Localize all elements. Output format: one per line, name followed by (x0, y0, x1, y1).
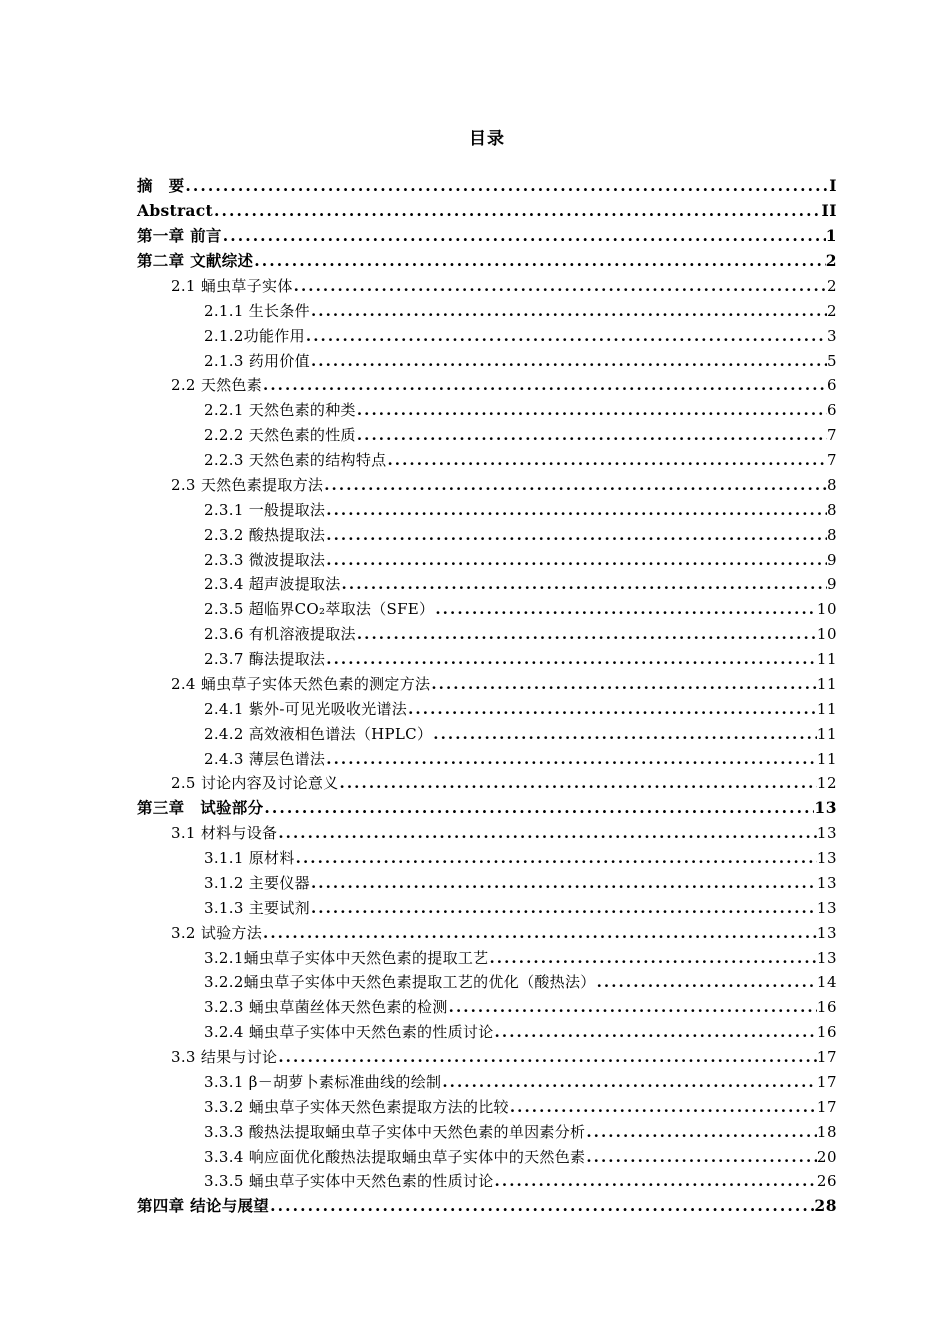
toc-entry-label: 2.1.3 药用价值 (204, 351, 310, 370)
toc-dot-leader (341, 574, 827, 594)
toc-entry-label: 3.3.4 响应面优化酸热法提取蛹虫草子实体中的天然色素 (204, 1147, 586, 1166)
toc-entry-page-number: 13 (816, 849, 837, 868)
toc-entry[interactable] (0, 1119, 950, 1144)
toc-entry-label: 2.4.2 高效液相色谱法（HPLC） (204, 724, 433, 743)
toc-dot-leader (262, 375, 827, 395)
toc-entry-page-number: 13 (816, 948, 837, 967)
toc-entry-page-number: 17 (816, 1072, 837, 1091)
toc-entry-label: 摘 要 (137, 176, 185, 196)
toc-entry-page-number: 7 (826, 426, 837, 445)
toc-dot-leader (295, 848, 817, 868)
toc-entry[interactable] (0, 497, 950, 522)
toc-entry-page-number: I (829, 176, 837, 196)
toc-entry[interactable] (0, 572, 950, 597)
toc-entry[interactable] (0, 373, 950, 398)
toc-entry-label: 第二章 文献综述 (137, 251, 254, 271)
toc-entry-page-number: 13 (816, 873, 837, 892)
toc-entry-label: 3.3.5 蛹虫草子实体中天然色素的性质讨论 (204, 1172, 494, 1191)
toc-dot-leader (262, 923, 817, 943)
toc-dot-leader (277, 1047, 817, 1067)
toc-entry-page-number: 28 (814, 1196, 837, 1216)
toc-dot-leader (430, 674, 817, 694)
toc-dot-leader (448, 997, 817, 1017)
toc-entry[interactable] (0, 721, 950, 746)
toc-dot-leader (434, 599, 817, 619)
toc-entry[interactable] (0, 771, 950, 796)
toc-entry-label: 2.3.7 酶法提取法 (204, 650, 326, 669)
toc-dot-leader (488, 948, 816, 968)
toc-entry-page-number: 10 (816, 600, 837, 619)
toc-entry-page-number: 5 (826, 351, 837, 370)
toc-entry-label: 3.2.1蛹虫草子实体中天然色素的提取工艺 (204, 948, 489, 967)
toc-dot-leader (269, 1196, 814, 1216)
toc-entry-label: 3.3 结果与讨论 (171, 1048, 278, 1067)
toc-entry[interactable] (0, 871, 950, 896)
toc-entry[interactable] (0, 622, 950, 647)
toc-entry-page-number: 11 (816, 674, 837, 693)
toc-entry-page-number: 11 (816, 650, 837, 669)
toc-entry-label: 2.3.6 有机溶液提取法 (204, 625, 356, 644)
toc-entry[interactable] (0, 1094, 950, 1119)
toc-entry[interactable] (0, 547, 950, 572)
toc-entry-page-number: 8 (826, 475, 837, 494)
toc-entry-label: 2.2.2 天然色素的性质 (204, 426, 356, 445)
toc-entry-label: 2.3.1 一般提取法 (204, 500, 326, 519)
toc-entry[interactable] (0, 473, 950, 498)
toc-entry[interactable] (0, 995, 950, 1020)
toc-entry[interactable] (0, 199, 950, 224)
toc-dot-leader (509, 1097, 817, 1117)
toc-dot-leader (325, 500, 827, 520)
toc-entry-label: 2.1.2功能作用 (204, 326, 305, 345)
toc-entry[interactable] (0, 174, 950, 199)
toc-entry-page-number: 11 (816, 724, 837, 743)
toc-entry-page-number: 11 (816, 699, 837, 718)
toc-dot-leader (253, 251, 825, 271)
toc-entry[interactable] (0, 846, 950, 871)
toc-dot-leader (585, 1122, 817, 1142)
toc-dot-leader (596, 972, 817, 992)
toc-entry[interactable] (0, 647, 950, 672)
toc-dot-leader (323, 475, 827, 495)
toc-entry-label: 2.4.1 紫外-可见光吸收光谱法 (204, 699, 408, 718)
toc-entry-page-number: 6 (826, 401, 837, 420)
toc-entry[interactable] (0, 672, 950, 697)
toc-entry[interactable] (0, 448, 950, 473)
toc-entry[interactable] (0, 423, 950, 448)
toc-entry-label: 3.2.4 蛹虫草子实体中天然色素的性质讨论 (204, 1023, 494, 1042)
toc-entry-page-number: 2 (826, 301, 837, 320)
toc-entry-label: 2.5 讨论内容及讨论意义 (171, 774, 339, 793)
toc-dot-leader (305, 326, 827, 346)
toc-entry-page-number: 17 (816, 1097, 837, 1116)
toc-entry[interactable] (0, 895, 950, 920)
toc-dot-leader (325, 649, 817, 669)
toc-entry-label: 3.1 材料与设备 (171, 824, 278, 843)
toc-entry[interactable] (0, 746, 950, 771)
toc-entry[interactable] (0, 945, 950, 970)
toc-entry-label: 3.2.2蛹虫草子实体中天然色素提取工艺的优化（酸热法） (204, 973, 596, 992)
toc-entry-page-number: 13 (814, 798, 837, 818)
toc-entry-page-number: 20 (816, 1147, 837, 1166)
toc-entry-label: 3.1.2 主要仪器 (204, 873, 310, 892)
toc-entry-label: 3.3.2 蛹虫草子实体天然色素提取方法的比较 (204, 1097, 509, 1116)
toc-entry-page-number: 16 (816, 998, 837, 1017)
toc-dot-leader (441, 1072, 817, 1092)
toc-entry-page-number: 8 (826, 525, 837, 544)
toc-dot-leader (263, 798, 814, 818)
toc-dot-leader (325, 525, 827, 545)
toc-entry-label: Abstract (137, 201, 213, 221)
toc-entry-page-number: 13 (816, 898, 837, 917)
toc-dot-leader (310, 873, 817, 893)
toc-entry-page-number: 2 (825, 251, 837, 271)
toc-dot-leader (222, 226, 826, 246)
toc-entry-page-number: 2 (826, 276, 837, 295)
toc-entry-page-number: 10 (816, 625, 837, 644)
toc-entry-page-number: 11 (816, 749, 837, 768)
toc-dot-leader (325, 749, 817, 769)
toc-entry[interactable] (0, 398, 950, 423)
toc-entry[interactable] (0, 1045, 950, 1070)
toc-dot-leader (386, 450, 827, 470)
toc-entry-page-number: 8 (826, 500, 837, 519)
toc-entry[interactable] (0, 348, 950, 373)
toc-dot-leader (339, 773, 817, 793)
toc-dot-leader (213, 201, 822, 221)
toc-entry-page-number: 26 (816, 1172, 837, 1191)
toc-dot-leader (494, 1171, 817, 1191)
toc-entry[interactable] (0, 1020, 950, 1045)
toc-dot-leader (277, 823, 817, 843)
toc-entry[interactable] (0, 1144, 950, 1169)
toc-dot-leader (310, 898, 817, 918)
toc-dot-leader (325, 550, 827, 570)
toc-entry-page-number: 13 (816, 824, 837, 843)
toc-entry-label: 2.2 天然色素 (171, 376, 263, 395)
toc-entry-label: 2.4 蛹虫草子实体天然色素的测定方法 (171, 674, 431, 693)
toc-entry-label: 2.1 蛹虫草子实体 (171, 276, 293, 295)
table-of-contents (0, 174, 950, 1219)
toc-entry[interactable] (0, 522, 950, 547)
toc-dot-leader (310, 351, 827, 371)
toc-entry-label: 3.2 试验方法 (171, 923, 263, 942)
toc-dot-leader (407, 699, 817, 719)
toc-entry-label: 第四章 结论与展望 (137, 1196, 270, 1216)
toc-entry-label: 2.1.1 生长条件 (204, 301, 310, 320)
toc-dot-leader (585, 1147, 817, 1167)
toc-entry[interactable] (0, 274, 950, 299)
toc-entry-page-number: 18 (816, 1122, 837, 1141)
toc-dot-leader (494, 1022, 817, 1042)
toc-entry-label: 2.2.3 天然色素的结构特点 (204, 451, 387, 470)
toc-entry-page-number: 13 (816, 923, 837, 942)
toc-entry-label: 2.3.2 酸热提取法 (204, 525, 326, 544)
toc-dot-leader (432, 724, 817, 744)
toc-entry-label: 2.3.5 超临界CO₂萃取法（SFE） (204, 600, 435, 619)
toc-entry-page-number: 16 (816, 1023, 837, 1042)
toc-entry-label: 2.3.3 微波提取法 (204, 550, 326, 569)
toc-entry-page-number: 3 (826, 326, 837, 345)
toc-entry[interactable] (0, 323, 950, 348)
toc-dot-leader (293, 276, 827, 296)
toc-entry[interactable] (0, 1070, 950, 1095)
toc-entry-page-number: 1 (825, 226, 837, 246)
toc-entry-page-number: 17 (816, 1048, 837, 1067)
page-title: 目录 (469, 129, 505, 149)
toc-entry-label: 2.2.1 天然色素的种类 (204, 401, 356, 420)
toc-entry[interactable] (0, 970, 950, 995)
toc-entry[interactable] (0, 1194, 950, 1219)
toc-entry-label: 3.1.1 原材料 (204, 849, 295, 868)
toc-entry-label: 2.4.3 薄层色谱法 (204, 749, 326, 768)
toc-entry-label: 第一章 前言 (137, 226, 222, 246)
toc-dot-leader (184, 176, 829, 196)
toc-entry[interactable] (0, 224, 950, 249)
toc-entry-page-number: 14 (816, 973, 837, 992)
toc-entry-page-number: 6 (826, 376, 837, 395)
toc-entry-label: 3.1.3 主要试剂 (204, 898, 310, 917)
toc-entry-label: 3.3.1 β－胡萝卜素标准曲线的绘制 (204, 1072, 442, 1091)
toc-entry-label: 2.3.4 超声波提取法 (204, 575, 341, 594)
toc-dot-leader (356, 400, 827, 420)
toc-entry[interactable] (0, 821, 950, 846)
toc-entry-label: 2.3 天然色素提取方法 (171, 475, 324, 494)
toc-entry-page-number: 7 (826, 451, 837, 470)
toc-entry[interactable] (0, 597, 950, 622)
toc-dot-leader (356, 425, 827, 445)
toc-entry-label: 第三章 试验部分 (137, 798, 264, 818)
toc-entry-page-number: 9 (826, 550, 837, 569)
toc-entry[interactable] (0, 796, 950, 821)
toc-entry[interactable] (0, 298, 950, 323)
toc-entry[interactable] (0, 920, 950, 945)
toc-entry-page-number: II (821, 201, 837, 221)
toc-entry[interactable] (0, 1169, 950, 1194)
toc-entry-label: 3.2.3 蛹虫草菌丝体天然色素的检测 (204, 998, 448, 1017)
toc-entry[interactable] (0, 696, 950, 721)
toc-entry[interactable] (0, 249, 950, 274)
toc-entry-page-number: 12 (816, 774, 837, 793)
toc-entry-label: 3.3.3 酸热法提取蛹虫草子实体中天然色素的单因素分析 (204, 1122, 586, 1141)
toc-dot-leader (356, 624, 817, 644)
toc-entry-page-number: 9 (826, 575, 837, 594)
toc-dot-leader (310, 301, 827, 321)
